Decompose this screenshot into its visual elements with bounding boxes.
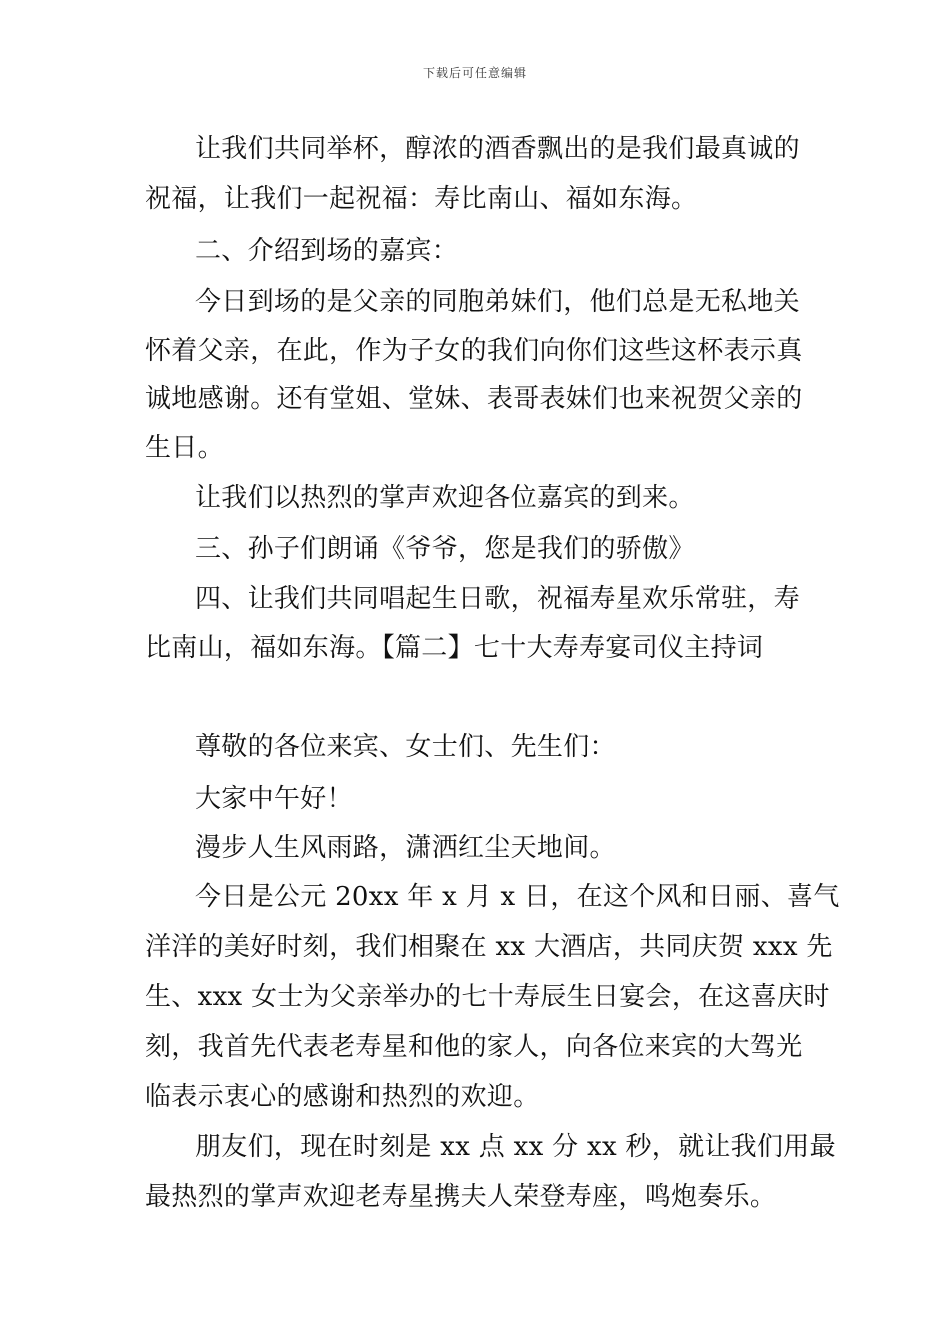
- paragraph-line: 诚地感谢。还有堂姐、堂妹、表哥表妹们也来祝贺父亲的: [145, 384, 803, 414]
- paragraph-line: 最热烈的掌声欢迎老寿星携夫人荣登寿座，鸣炮奏乐。: [145, 1182, 777, 1212]
- paragraph-line: 洋洋的美好时刻，我们相聚在 xx 大酒店，共同庆贺 xxx 先: [145, 932, 833, 962]
- paragraph-line: 四、让我们共同唱起生日歌，祝福寿星欢乐常驻，寿: [195, 584, 800, 614]
- paragraph-line: 今日到场的是父亲的同胞弟妹们，他们总是无私地关: [195, 287, 800, 317]
- paragraph-line: 大家中午好！: [195, 784, 353, 814]
- paragraph-line: 刻，我首先代表老寿星和他的家人，向各位来宾的大驾光: [145, 1032, 803, 1062]
- paragraph-line: 祝福，让我们一起祝福：寿比南山、福如东海。: [145, 184, 698, 214]
- paragraph-line: 让我们共同举杯，醇浓的酒香飘出的是我们最真诚的: [195, 134, 800, 164]
- paragraph-line: 尊敬的各位来宾、女士们、先生们：: [195, 732, 616, 762]
- paragraph-line: 三、孙子们朗诵《爷爷，您是我们的骄傲》: [195, 534, 695, 564]
- paragraph-line: 怀着父亲，在此，作为子女的我们向你们这些这杯表示真: [145, 336, 803, 366]
- paragraph-line: 生、xxx 女士为父亲举办的七十寿辰生日宴会，在这喜庆时: [145, 982, 830, 1012]
- paragraph-line: 让我们以热烈的掌声欢迎各位嘉宾的到来。: [195, 483, 695, 513]
- paragraph-line: 今日是公元 20xx 年 x 月 x 日，在这个风和日丽、喜气: [195, 882, 840, 912]
- paragraph-line: 二、介绍到场的嘉宾：: [195, 236, 459, 266]
- paragraph-line: 漫步人生风雨路，潇洒红尘天地间。: [195, 833, 616, 863]
- page-header: 下载后可任意编辑: [422, 66, 527, 80]
- paragraph-line: 比南山，福如东海。【篇二】七十大寿寿宴司仪主持词: [145, 633, 764, 663]
- paragraph-line: 临表示衷心的感谢和热烈的欢迎。: [145, 1082, 540, 1112]
- paragraph-line: 朋友们，现在时刻是 xx 点 xx 分 xx 秒，就让我们用最: [195, 1132, 836, 1162]
- paragraph-line: 生日。: [145, 433, 224, 463]
